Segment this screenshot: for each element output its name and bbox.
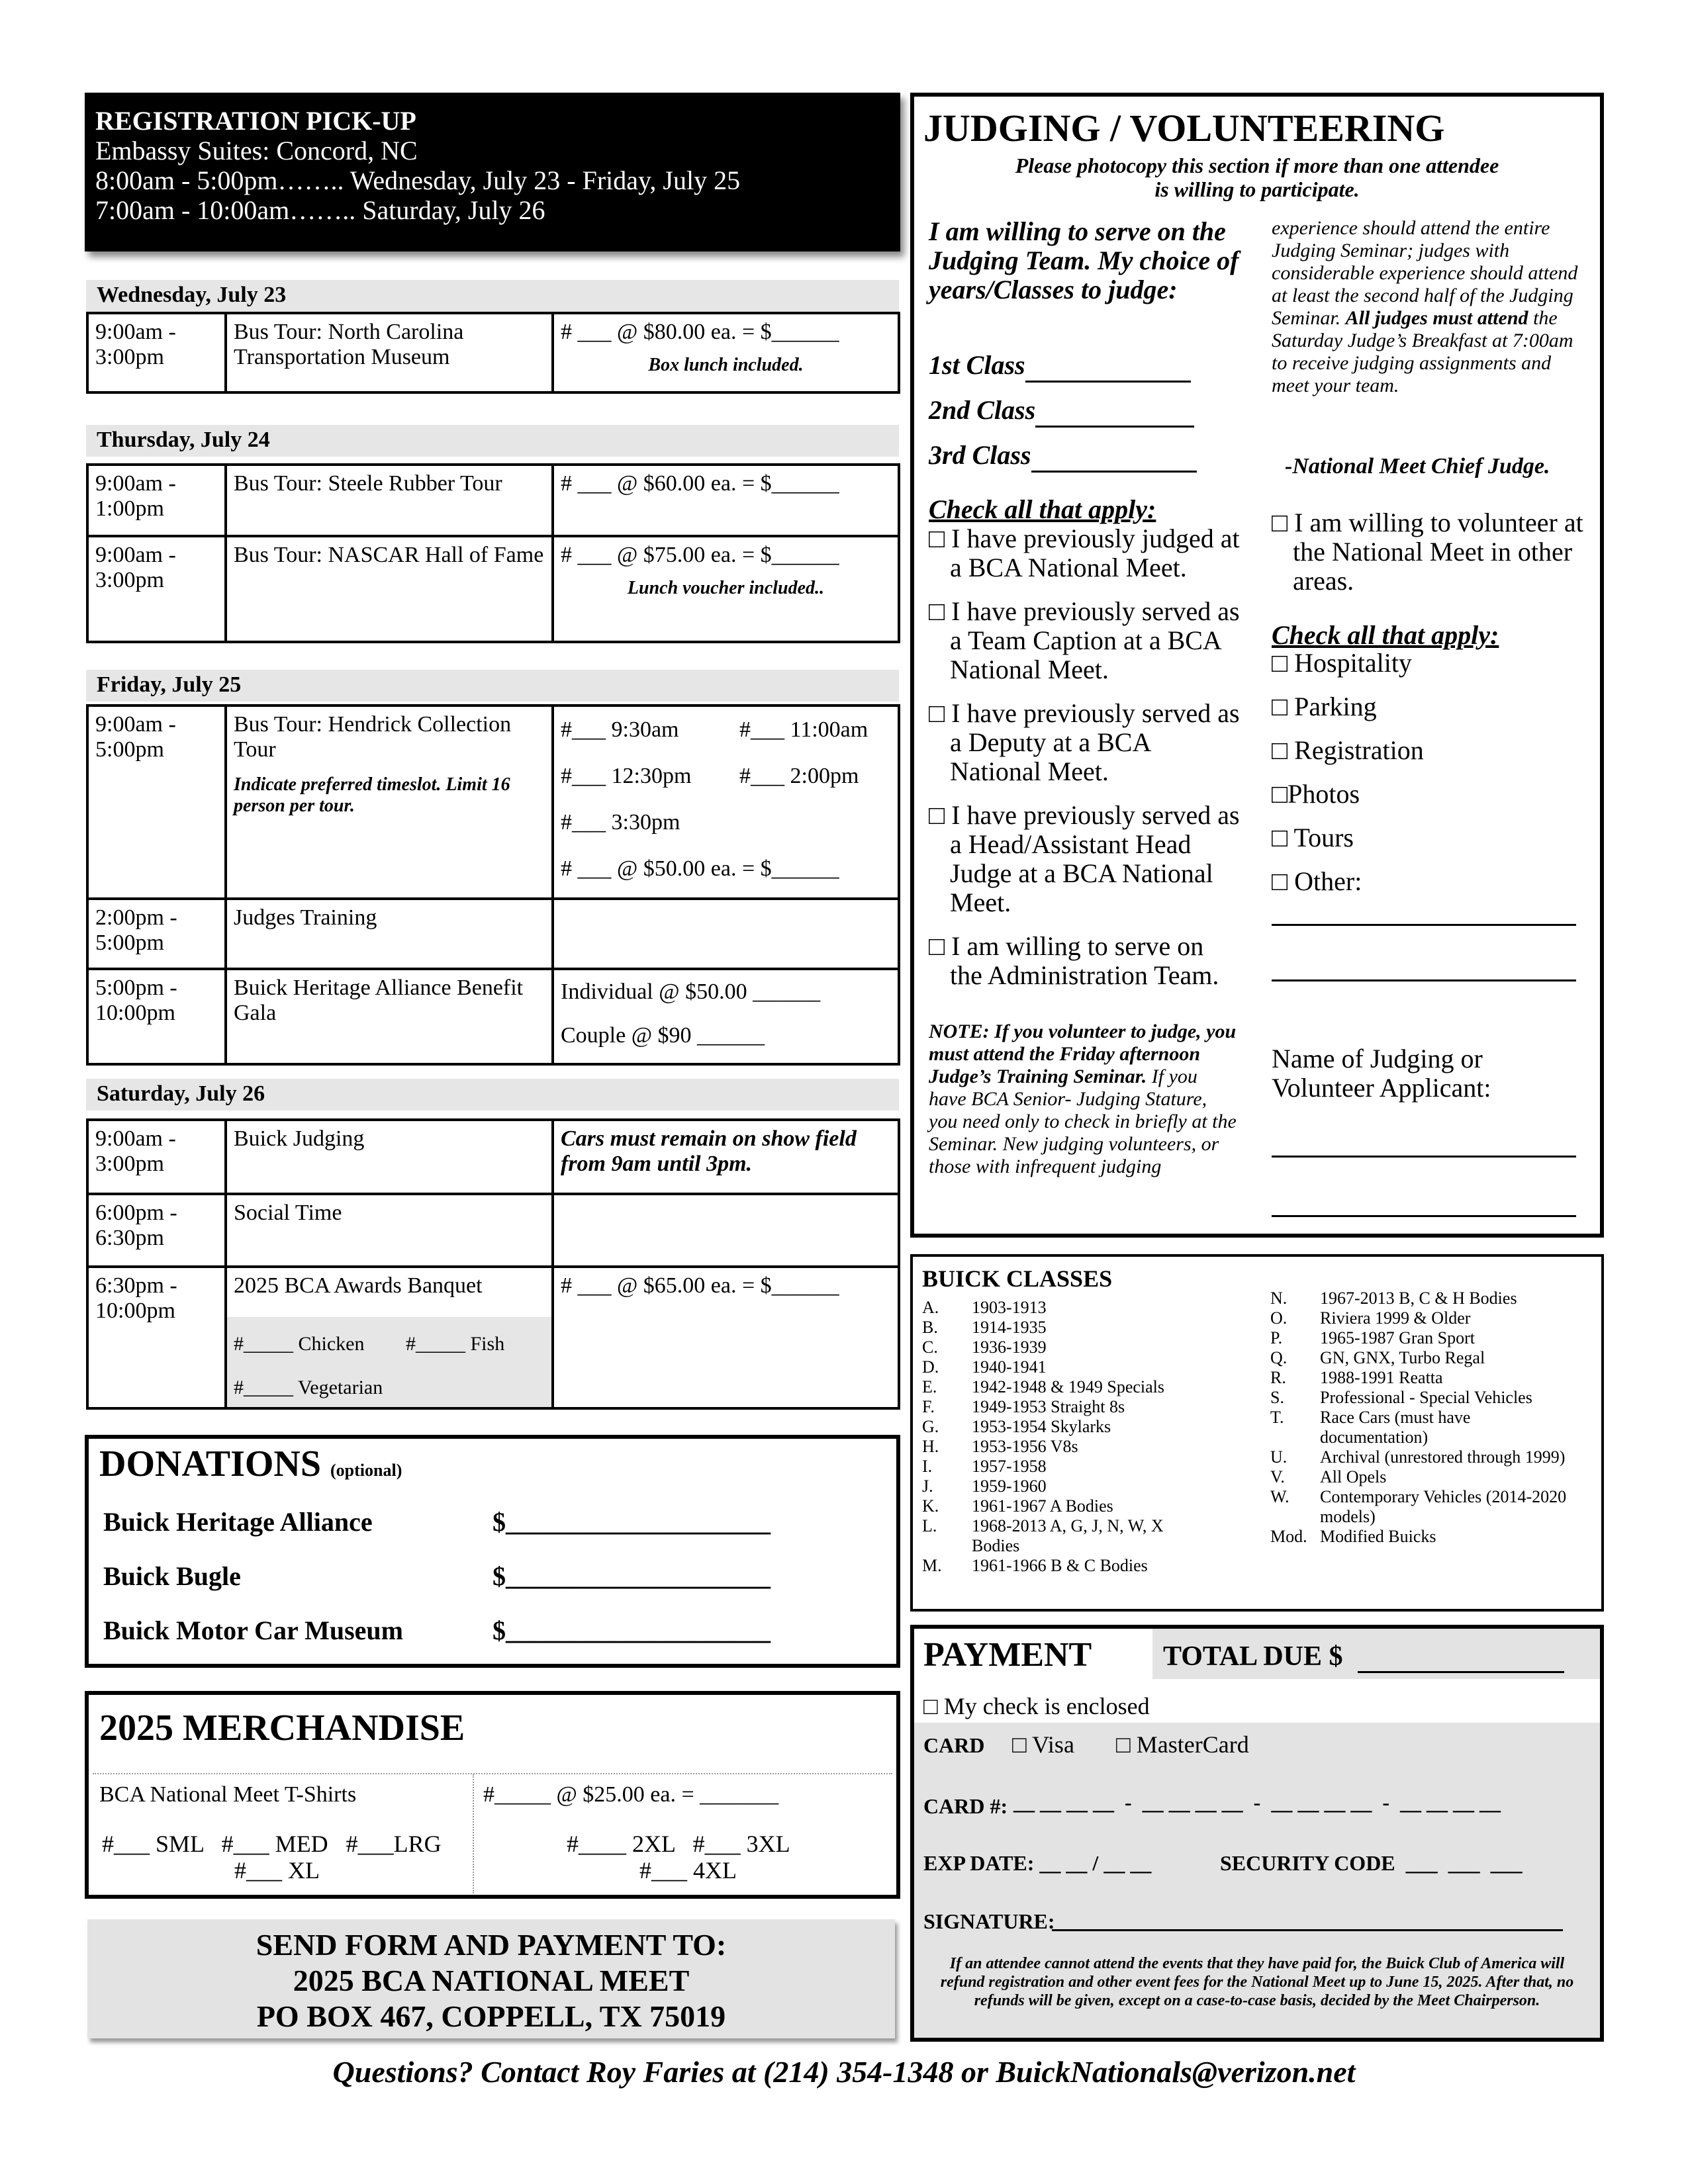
classes-title: BUICK CLASSES <box>922 1265 1113 1292</box>
pickup-hours-1: 8:00am - 5:00pm…….. Wednesday, July 23 - Friday, July 25 <box>95 165 741 195</box>
donation-label-bha: Buick Heritage Alliance <box>103 1507 373 1537</box>
judging-subtitle <box>914 154 1600 201</box>
vol-photos[interactable]: □Photos <box>1272 779 1360 809</box>
price-note: Box lunch included. <box>648 355 804 375</box>
price-note: Lunch voucher included.. <box>627 578 825 598</box>
class-desc: 1961-1966 B & C Bodies <box>972 1556 1148 1575</box>
pickup-hours-2: 7:00am - 10:00am…….. Saturday, July 26 <box>95 195 545 225</box>
class-choice-3-blank[interactable] <box>1031 439 1197 473</box>
vol-parking[interactable]: □ Parking <box>1272 692 1377 721</box>
sendto-line2: 2025 BCA NATIONAL MEET <box>293 1964 690 1997</box>
class-s <box>1270 1388 1581 1408</box>
class-desc: 1988-1991 Reatta <box>1320 1368 1443 1387</box>
card-number-label: CARD #: <box>923 1794 1008 1818</box>
judging-note <box>929 1021 1240 1178</box>
security-code-input[interactable]: SECURITY CODE ___ ___ ___ <box>1220 1851 1523 1875</box>
class-p <box>1270 1328 1581 1348</box>
judging-note-bold: NOTE: If you volunteer to judge, you must attend the Friday afternoon Judge’s Training Seminar. <box>929 1021 1237 1087</box>
class-r <box>1270 1368 1581 1388</box>
slot-200[interactable]: #___ 2:00pm <box>739 764 859 788</box>
class-letter: D. <box>922 1357 939 1377</box>
merch-item: BCA National Meet T-Shirts <box>99 1782 357 1807</box>
class-c <box>922 1338 1213 1357</box>
price-cell[interactable] <box>553 705 899 899</box>
event-title: Bus Tour: Hendrick Collection Tour <box>234 712 512 762</box>
check-head-judge[interactable]: □ I have previously served as a Head/Assistant Head Judge at a BCA National Meet. <box>929 800 1240 917</box>
slot-930[interactable]: #___ 9:30am <box>561 717 679 742</box>
class-q <box>1270 1348 1581 1368</box>
class-desc: Modified Buicks <box>1320 1527 1436 1546</box>
check-enclosed[interactable]: □ My check is enclosed <box>923 1693 1150 1719</box>
class-desc: 1965-1987 Gran Sport <box>1320 1328 1475 1347</box>
time-cell: 2:00pm - 5:00pm <box>87 899 226 969</box>
price-cell[interactable]: # ___ @ $60.00 ea. = $______ <box>553 465 899 536</box>
class-desc: 1936-1939 <box>972 1338 1047 1357</box>
class-desc: Contemporary Vehicles (2014-2020 models) <box>1320 1487 1567 1526</box>
send-form-box <box>87 1919 895 2038</box>
meal-vegetarian[interactable]: #_____ Vegetarian <box>234 1377 383 1398</box>
vol-tours[interactable]: □ Tours <box>1272 823 1354 852</box>
time-cell: 9:00am - 3:00pm <box>87 1120 226 1194</box>
class-desc: Riviera 1999 & Older <box>1320 1308 1471 1328</box>
merchandise-title: 2025 MERCHANDISE <box>99 1707 465 1749</box>
schedule-wednesday <box>86 312 900 394</box>
pickup-title: REGISTRATION PICK-UP <box>95 106 416 136</box>
registration-pickup-box <box>85 93 900 251</box>
class-letter: B. <box>922 1318 938 1337</box>
class-letter: J. <box>922 1477 933 1496</box>
donation-amount-museum[interactable]: $____________________ <box>492 1615 771 1645</box>
class-letter: L. <box>922 1516 937 1535</box>
judging-checklist <box>929 524 1240 990</box>
class-k <box>922 1496 1213 1516</box>
class-i <box>922 1457 1213 1477</box>
questions-contact: Questions? Contact Roy Faries at (214) 354-1348 or BuickNationals@verizon.net <box>332 2055 1356 2089</box>
refund-policy: If an attendee cannot attend the events that they have paid for, the Buick Club of America will refund registration and other event fees for the National Meet up to June 15, 2025. After that, no refunds will be given, except on a case-to-case basis, decided by the Meet Chairperson. <box>940 1955 1574 2009</box>
check-previously-judged[interactable]: □ I have previously judged at a BCA National Meet. <box>929 523 1240 582</box>
seminar-text-bold: All judges must attend <box>1345 307 1528 329</box>
class-choice-1-blank[interactable] <box>1025 349 1191 383</box>
class-desc: 1961-1967 A Bodies <box>972 1496 1113 1516</box>
class-desc: 1914-1935 <box>972 1318 1047 1337</box>
event-title: 2025 BCA Awards Banquet <box>234 1273 483 1298</box>
class-m <box>922 1556 1213 1576</box>
pickup-location: Embassy Suites: Concord, NC <box>95 136 418 165</box>
donations-title <box>99 1443 402 1485</box>
class-desc: Archival (unrestored through 1999) <box>1320 1447 1566 1467</box>
class-letter: Mod. <box>1270 1527 1307 1546</box>
vol-hospitality[interactable]: □ Hospitality <box>1272 648 1412 678</box>
price-cell[interactable] <box>553 536 899 642</box>
check-deputy[interactable]: □ I have previously served as a Deputy at a BCA National Meet. <box>929 698 1240 786</box>
class-a <box>922 1298 1213 1318</box>
meal-choices <box>227 1317 551 1407</box>
judging-subtitle-2: is willing to participate. <box>1154 177 1360 201</box>
donation-label-bugle: Buick Bugle <box>103 1561 241 1591</box>
price-individual[interactable]: Individual @ $50.00 ______ <box>561 979 821 1004</box>
class-l <box>922 1516 1213 1556</box>
slot-1230[interactable]: #___ 12:30pm <box>561 764 692 788</box>
price-cell <box>553 1194 899 1267</box>
merch-sizes-small[interactable]: #___ SML #___ MED #___LRG <box>102 1831 442 1857</box>
event-cell <box>226 705 553 899</box>
sendto-line1: SEND FORM AND PAYMENT TO: <box>256 1928 727 1962</box>
class-letter: G. <box>922 1417 939 1436</box>
exp-date-input[interactable]: EXP DATE: __ __ / __ __ <box>923 1851 1152 1875</box>
event-note: Indicate preferred timeslot. Limit 16 person per tour. <box>234 774 510 816</box>
class-mod <box>1270 1527 1581 1547</box>
price-cell[interactable] <box>553 969 899 1064</box>
merch-sizes-4xl[interactable]: #___ 4XL <box>639 1857 737 1884</box>
donation-amount-bugle[interactable]: $____________________ <box>492 1561 771 1591</box>
schedule-saturday <box>86 1118 900 1410</box>
volunteer-check-title: Check all that apply: <box>1272 620 1499 650</box>
class-desc: 1953-1954 Skylarks <box>972 1417 1111 1436</box>
price-cell: Cars must remain on show field from 9am until 3pm. <box>553 1120 899 1194</box>
merch-row <box>93 1773 892 1893</box>
class-desc: 1953-1956 V8s <box>972 1437 1078 1456</box>
class-letter: C. <box>922 1338 938 1357</box>
event-cell: Bus Tour: Steele Rubber Tour <box>226 465 553 536</box>
class-desc: 1959-1960 <box>972 1477 1047 1496</box>
check-team-caption[interactable]: □ I have previously served as a Team Caption at a BCA National Meet. <box>929 596 1240 684</box>
price-cell[interactable] <box>553 313 899 392</box>
visa-checkbox[interactable]: □ Visa <box>1012 1731 1074 1758</box>
day-header-friday: Friday, July 25 <box>86 670 899 702</box>
vol-other[interactable]: □ Other: <box>1272 866 1362 896</box>
class-choice-2[interactable] <box>929 394 1194 428</box>
event-cell: Bus Tour: NASCAR Hall of Fame <box>226 536 553 642</box>
class-choice-2-blank[interactable] <box>1035 394 1194 428</box>
buick-classes-box <box>910 1254 1604 1612</box>
merch-sizes-large[interactable]: #____ 2XL #___ 3XL <box>567 1831 790 1857</box>
price-cell[interactable]: # ___ @ $65.00 ea. = $______ <box>553 1267 899 1408</box>
time-cell: 6:00pm - 6:30pm <box>87 1194 226 1267</box>
seminar-text-1: experience should attend the entire Judging Seminar; judges with considerable experience should attend at least the second half of the Judging Seminar. <box>1272 217 1578 329</box>
class-choice-3[interactable] <box>929 439 1197 473</box>
day-header-thursday: Thursday, July 24 <box>86 425 899 457</box>
event-cell <box>226 1267 553 1408</box>
event-cell: Bus Tour: North Carolina Transportation Museum <box>226 313 553 392</box>
event-cell: Buick Heritage Alliance Benefit Gala <box>226 969 553 1064</box>
mastercard-checkbox[interactable]: □ MasterCard <box>1116 1731 1249 1758</box>
slot-row-2 <box>561 753 891 799</box>
judging-check-title: Check all that apply: <box>929 494 1156 524</box>
judging-subtitle-1: Please photocopy this section if more than one attendee <box>1015 154 1499 177</box>
vol-registration[interactable]: □ Registration <box>1272 735 1424 765</box>
signature-label: SIGNATURE: <box>923 1909 1055 1933</box>
time-cell: 9:00am - 3:00pm <box>87 536 226 642</box>
applicant-line-2[interactable] <box>1272 1215 1576 1217</box>
donations-box <box>85 1435 900 1668</box>
class-d <box>922 1357 1213 1377</box>
class-letter: Q. <box>1270 1348 1288 1367</box>
class-letter: H. <box>922 1437 939 1456</box>
applicant-line-1[interactable] <box>1272 1156 1576 1158</box>
schedule-friday <box>86 704 900 1066</box>
class-letter: P. <box>1270 1328 1283 1347</box>
class-u <box>1270 1447 1581 1467</box>
price-text: # ___ @ $80.00 ea. = $______ <box>561 320 839 344</box>
class-f <box>922 1397 1213 1417</box>
class-desc: GN, GNX, Turbo Regal <box>1320 1348 1485 1367</box>
class-choice-2-label: 2nd Class <box>929 395 1036 425</box>
class-letter: M. <box>922 1556 942 1575</box>
class-desc: 1942-1948 & 1949 Specials <box>972 1377 1165 1396</box>
class-desc: 1967-2013 B, C & H Bodies <box>1320 1289 1517 1308</box>
class-desc: 1968-2013 A, G, J, N, W, X Bodies <box>972 1516 1164 1555</box>
merch-price[interactable]: #_____ @ $25.00 ea. = _______ <box>483 1782 779 1807</box>
donations-optional: (optional) <box>330 1461 402 1480</box>
class-j <box>922 1477 1213 1496</box>
donation-amount-bha[interactable]: $____________________ <box>492 1507 771 1537</box>
vol-other-line-1[interactable] <box>1272 924 1576 926</box>
sendto-line3: PO BOX 467, COPPELL, TX 75019 <box>256 1999 726 2033</box>
class-desc: 1903-1913 <box>972 1298 1047 1317</box>
time-cell: 9:00am - 1:00pm <box>87 465 226 536</box>
total-due-blank[interactable] <box>1358 1671 1564 1673</box>
class-letter: R. <box>1270 1368 1286 1387</box>
total-due-area <box>1152 1629 1600 1679</box>
class-t <box>1270 1408 1581 1447</box>
class-w <box>1270 1487 1581 1527</box>
check-volunteer[interactable]: □ I am willing to volunteer at the National Meet in other areas. <box>1272 508 1583 596</box>
total-due-label: TOTAL DUE $ <box>1163 1641 1343 1672</box>
class-letter: N. <box>1270 1289 1288 1308</box>
class-desc: All Opels <box>1320 1467 1387 1486</box>
event-cell: Judges Training <box>226 899 553 969</box>
price-text: # ___ @ $50.00 ea. = $______ <box>561 856 839 881</box>
slot-330[interactable]: #___ 3:30pm <box>561 810 680 835</box>
slot-row-1 <box>561 707 891 753</box>
day-header-saturday: Saturday, July 26 <box>86 1079 899 1111</box>
class-b <box>922 1318 1213 1338</box>
class-desc: 1949-1953 Straight 8s <box>972 1397 1125 1416</box>
class-letter: U. <box>1270 1447 1288 1467</box>
payment-box <box>910 1625 1604 2042</box>
merch-sizes-xl[interactable]: #___ XL <box>234 1857 320 1884</box>
class-letter: S. <box>1270 1388 1284 1407</box>
meal-fish[interactable]: #_____ Fish <box>406 1333 505 1355</box>
class-letter: O. <box>1270 1308 1288 1328</box>
merch-left-cell <box>93 1774 474 1893</box>
meal-chicken[interactable]: #_____ Chicken <box>234 1333 365 1355</box>
class-g <box>922 1417 1213 1437</box>
time-cell: 6:30pm - 10:00pm <box>87 1267 226 1408</box>
card-number-input[interactable]: __ __ __ __ - __ __ __ __ - __ __ __ __ - __ __ __ __ <box>1013 1790 1501 1814</box>
event-cell: Buick Judging <box>226 1120 553 1194</box>
class-v <box>1270 1467 1581 1487</box>
payment-title: PAYMENT <box>923 1636 1092 1674</box>
class-letter: I. <box>922 1457 933 1476</box>
class-choice-3-label: 3rd Class <box>929 440 1031 470</box>
time-cell: 9:00am - 3:00pm <box>87 313 226 392</box>
time-cell: 5:00pm - 10:00pm <box>87 969 226 1064</box>
judging-volunteering-box <box>910 93 1604 1238</box>
applicant-label: Name of Judging or Volunteer Applicant: <box>1272 1044 1491 1103</box>
schedule-thursday <box>86 463 900 643</box>
class-choice-1-label: 1st Class <box>929 350 1025 380</box>
check-administration-team[interactable]: □ I am willing to serve on the Administration Team. <box>929 931 1219 990</box>
class-choice-1[interactable] <box>929 349 1191 383</box>
class-letter: T. <box>1270 1408 1284 1427</box>
price-text: # ___ @ $75.00 ea. = $______ <box>561 543 839 567</box>
judging-willing-text: I am willing to serve on the Judging Team. My choice of years/Classes to judge: <box>929 216 1239 304</box>
class-desc: 1940-1941 <box>972 1357 1047 1377</box>
slot-1100[interactable]: #___ 11:00am <box>739 717 868 742</box>
signature-line[interactable] <box>1052 1929 1563 1931</box>
judging-note-rest: If you have BCA Senior- Judging Stature, you need only to check in briefly at the Seminar. New judging volunteers, or those with infrequent judging <box>929 1066 1237 1177</box>
class-letter: K. <box>922 1496 939 1516</box>
classes-right-list <box>1270 1289 1581 1547</box>
price-couple[interactable]: Couple @ $90 ______ <box>561 1023 765 1048</box>
class-h <box>922 1437 1213 1457</box>
day-header-wednesday: Wednesday, July 23 <box>86 280 899 312</box>
class-letter: A. <box>922 1298 939 1317</box>
merchandise-box <box>85 1691 900 1899</box>
class-letter: V. <box>1270 1467 1285 1486</box>
class-desc: 1957-1958 <box>972 1457 1047 1476</box>
class-e <box>922 1377 1213 1397</box>
seminar-text-2: the Saturday Judge’s Breakfast at 7:00am to receive judging assignments and meet your team. <box>1272 307 1573 396</box>
price-cell <box>553 899 899 969</box>
event-cell: Social Time <box>226 1194 553 1267</box>
class-letter: E. <box>922 1377 937 1396</box>
class-desc: Professional - Special Vehicles <box>1320 1388 1532 1407</box>
judging-seminar-text <box>1272 217 1589 397</box>
vol-other-line-2[interactable] <box>1272 979 1576 981</box>
class-letter: W. <box>1270 1487 1289 1506</box>
judging-title: JUDGING / VOLUNTEERING <box>923 107 1445 150</box>
donations-title-text: DONATIONS <box>99 1443 322 1484</box>
class-o <box>1270 1308 1581 1328</box>
donation-label-museum: Buick Motor Car Museum <box>103 1615 403 1645</box>
class-letter: F. <box>922 1397 935 1416</box>
time-cell: 9:00am - 5:00pm <box>87 705 226 899</box>
class-desc: Race Cars (must have documentation) <box>1320 1408 1471 1447</box>
card-label: CARD <box>923 1733 985 1757</box>
chief-judge-signoff: -National Meet Chief Judge. <box>1285 454 1550 478</box>
classes-left-list <box>922 1298 1213 1576</box>
class-n <box>1270 1289 1581 1308</box>
